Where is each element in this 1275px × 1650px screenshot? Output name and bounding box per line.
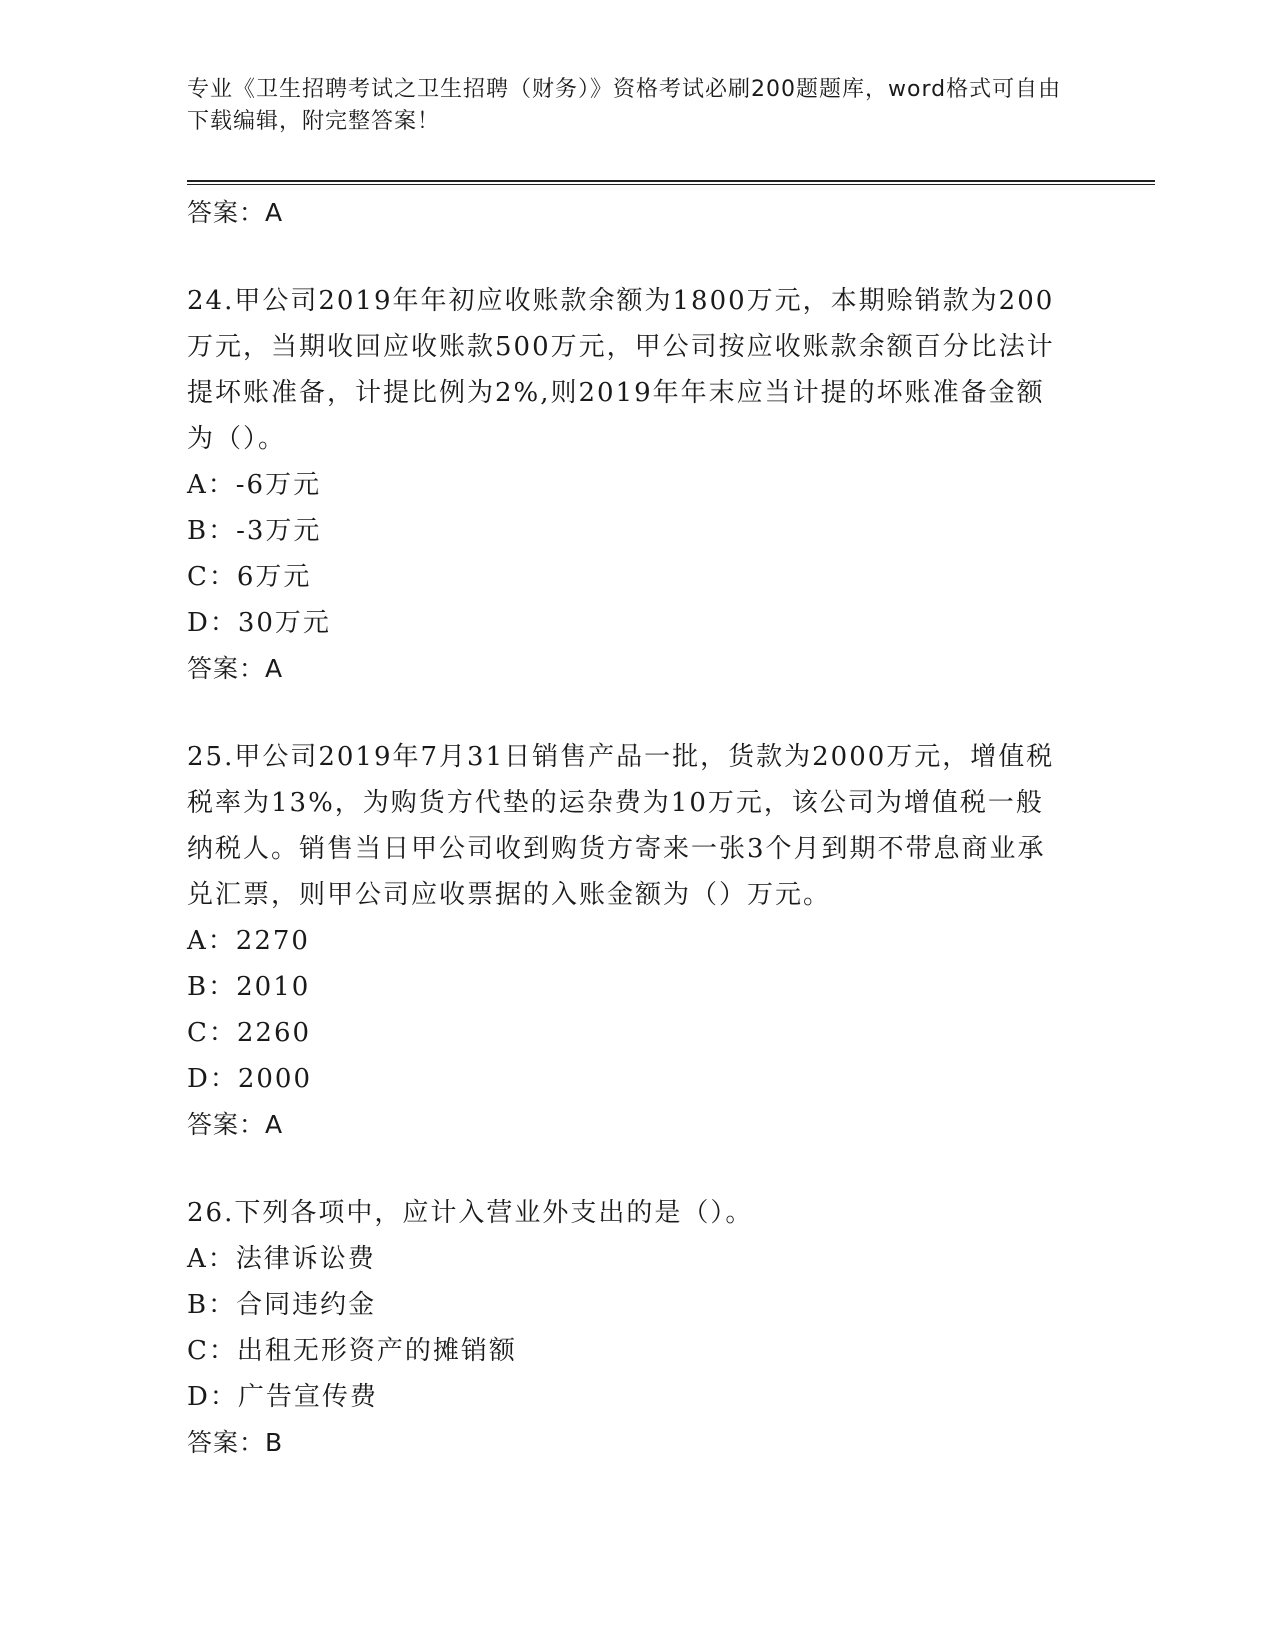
option-a: A：法律诉讼费 [187,1244,376,1274]
header-divider-thin [187,184,1155,185]
question-content [187,190,1067,1466]
option-c: C：2260 [187,1018,312,1048]
option-d: D：广告宣传费 [187,1382,378,1412]
option-d: D：2000 [187,1064,313,1094]
option-c: C：出租无形资产的摊销额 [187,1336,517,1366]
option-b: B：2010 [187,972,311,1002]
option-d: D：30万元 [187,608,331,638]
option-c: C：6万元 [187,562,312,592]
question-answer: 答案：A [187,654,284,683]
question-stem: 24.甲公司2019年年初应收账款余额为1800万元，本期赊销款为200万元，当期收回应收账款500万元，甲公司按应收账款余额百分比法计提坏账准备，计提比例为2%,则2019年年末应当计提的坏账准备金额为（）。 [187,286,1055,454]
option-b: B：-3万元 [187,516,322,546]
question-stem: 26.下列各项中，应计入营业外支出的是（）。 [187,1198,754,1228]
question-stem: 25.甲公司2019年7月31日销售产品一批，货款为2000万元，增值税税率为13%，为购货方代垫的运杂费为10万元，该公司为增值税一般纳税人。销售当日甲公司收到购货方寄来一张3个月到期不带息商业承兑汇票，则甲公司应收票据的入账金额为（）万元。 [187,742,1055,910]
previous-question-answer: 答案：A [187,198,284,227]
option-a: A：-6万元 [187,470,322,500]
question-26 [187,1190,1067,1466]
document-header: 专业《卫生招聘考试之卫生招聘（财务）》资格考试必刷200题题库，word格式可自由下载编辑，附完整答案！ [187,77,1062,134]
header-divider-thick [187,180,1155,182]
question-24 [187,278,1067,692]
question-answer: 答案：B [187,1428,284,1457]
question-answer: 答案：A [187,1110,284,1139]
question-25 [187,734,1067,1148]
option-a: A：2270 [187,926,310,956]
option-b: B：合同违约金 [187,1290,377,1320]
